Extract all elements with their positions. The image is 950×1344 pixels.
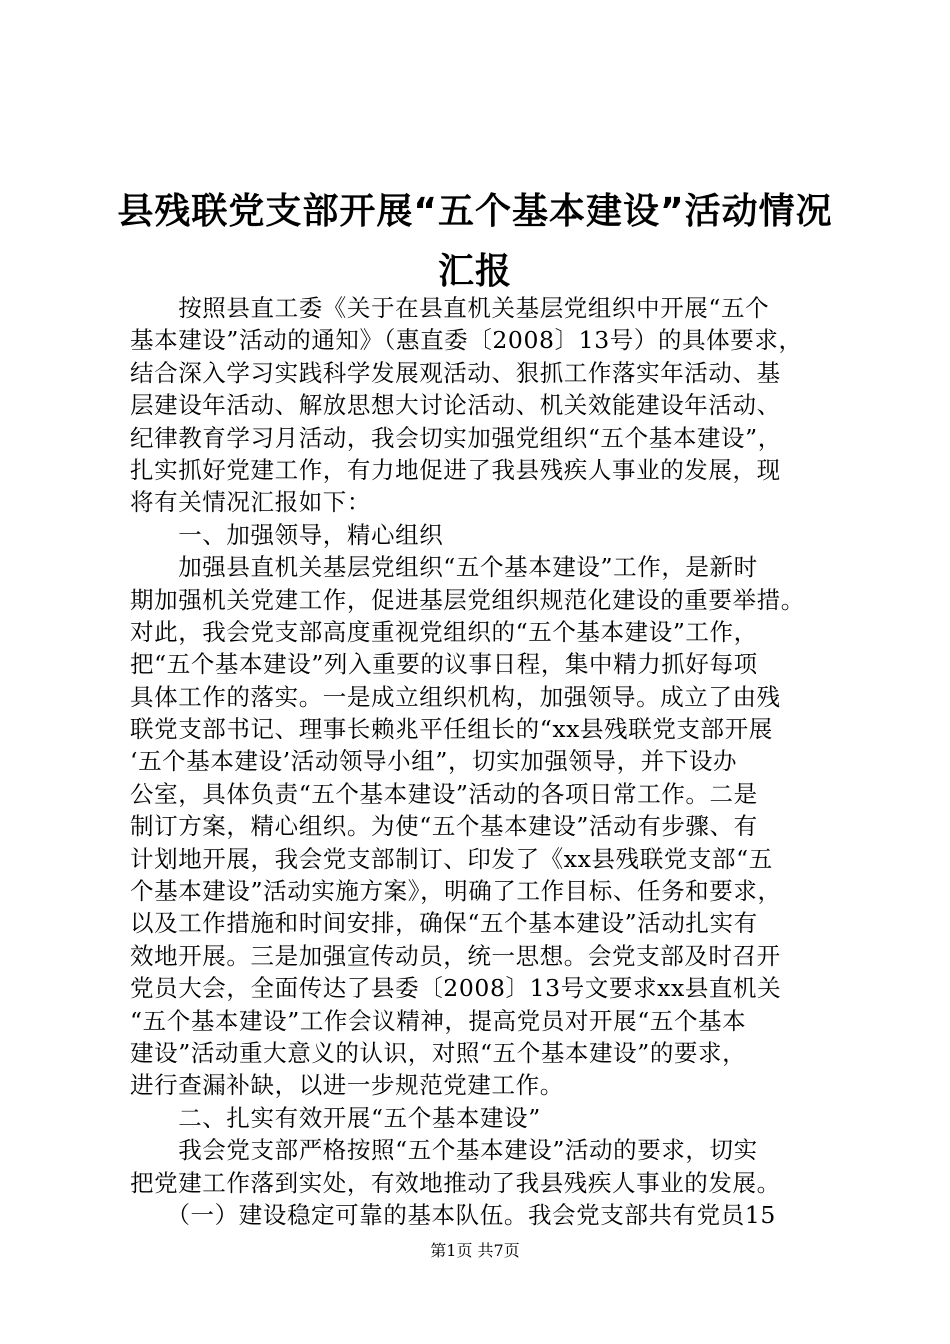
body-text-line: 以及工作措施和时间安排，确保“五个基本建设”活动扎实有	[130, 909, 758, 938]
document-title-line-1: 县残联党支部开展“五个基本建设”活动情况	[117, 191, 833, 232]
page-footer: 第1页 共7页	[430, 1241, 520, 1260]
body-text-line: 二、扎实有效开展“五个基本建设”	[130, 1103, 541, 1132]
body-text-line: 公室，具体负责“五个基本建设”活动的各项日常工作。二是	[130, 779, 758, 808]
body-text-line: 计划地开展，我会党支部制订、印发了《xx县残联党支部“五	[130, 844, 773, 873]
body-text-line: 个基本建设”活动实施方案》，明确了工作目标、任务和要求，	[130, 877, 782, 906]
body-text-line: 层建设年活动、解放思想大讨论活动、机关效能建设年活动、	[130, 391, 781, 420]
body-text-line: 按照县直工委《关于在县直机关基层党组织中开展“五个	[130, 294, 770, 322]
body-text-line: 把“五个基本建设”列入重要的议事日程，集中精力抓好每项	[130, 650, 758, 679]
body-text-line: “五个基本建设”工作会议精神，提高党员对开展“五个基本	[130, 1006, 747, 1035]
body-text-line: 扎实抓好党建工作，有力地促进了我县残疾人事业的发展，现	[130, 455, 781, 484]
body-text-line: ‘五个基本建设’活动领导小组”，切实加强领导，并下设办	[130, 747, 738, 776]
body-text-line: 制订方案，精心组织。为使“五个基本建设”活动有步骤、有	[130, 812, 758, 841]
body-text-line: 党员大会，全面传达了县委〔2008〕13号文要求xx县直机关	[130, 974, 782, 1003]
body-text-line: 进行查漏补缺，以进一步规范党建工作。	[130, 1071, 564, 1100]
body-text-line: 结合深入学习实践科学发展观活动、狠抓工作落实年活动、基	[130, 358, 781, 387]
body-text-line: 我会党支部严格按照“五个基本建设”活动的要求，切实	[130, 1136, 758, 1165]
document-body	[130, 292, 840, 1231]
body-text-line: （一）建设稳定可靠的基本队伍。我会党支部共有党员15	[130, 1200, 776, 1229]
body-text-line: 基本建设”活动的通知》（惠直委〔2008〕13号）的具体要求，	[130, 326, 803, 355]
body-text-line: 纪律教育学习月活动，我会切实加强党组织“五个基本建设”，	[130, 423, 782, 452]
document-title-line-2: 汇报	[437, 251, 512, 292]
body-text-line: 一、加强领导，精心组织	[130, 520, 444, 549]
body-text-line: 对此，我会党支部高度重视党组织的“五个基本建设”工作，	[130, 617, 758, 646]
body-text-line: 建设”活动重大意义的认识，对照“五个基本建设”的要求，	[130, 1038, 747, 1067]
body-text-line: 加强县直机关基层党组织“五个基本建设”工作，是新时	[130, 553, 758, 582]
body-text-line: 效地开展。三是加强宣传动员，统一思想。会党支部及时召开	[130, 941, 781, 970]
body-text-line: 具体工作的落实。一是成立组织机构，加强领导。成立了由残	[130, 682, 781, 711]
body-text-line: 把党建工作落到实处，有效地推动了我县残疾人事业的发展。	[130, 1168, 781, 1197]
body-text-line: 联党支部书记、理事长赖兆平任组长的“xx县残联党支部开展	[130, 715, 773, 744]
body-text-line: 期加强机关党建工作，促进基层党组织规范化建设的重要举措。	[130, 585, 805, 614]
body-text-line: 将有关情况汇报如下：	[130, 488, 371, 517]
